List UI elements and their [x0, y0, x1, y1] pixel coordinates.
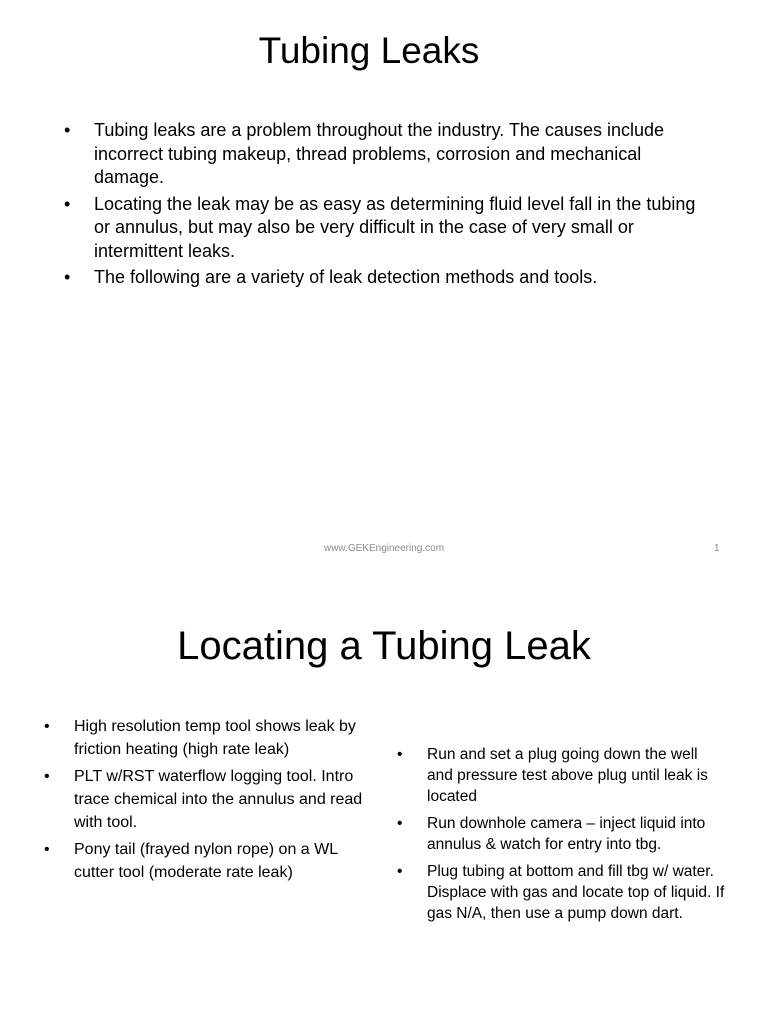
bullet-list — [64, 119, 704, 293]
slide-2 — [0, 560, 768, 1024]
list-item-text: Run downhole camera – inject liquid into annulus & watch for entry into tbg. — [427, 815, 706, 853]
bullet-icon: • — [64, 193, 71, 214]
list-item-text: The following are a variety of leak detection methods and tools. — [94, 267, 598, 287]
list-item — [397, 861, 727, 924]
list-item-text: PLT w/RST waterflow logging tool. Intro trace chemical into the annulus and read with tool. — [74, 768, 363, 831]
list-item — [44, 838, 374, 884]
list-item — [44, 715, 374, 761]
left-bullet-list — [44, 715, 374, 888]
list-item — [64, 193, 704, 264]
list-item — [397, 744, 727, 807]
list-item — [44, 765, 374, 834]
list-item-text: Run and set a plug going down the well and pressure test above plug until leak is located — [427, 746, 708, 805]
list-item — [397, 813, 727, 855]
list-item — [64, 119, 704, 190]
list-item-text: Pony tail (frayed nylon rope) on a WL cutter tool (moderate rate leak) — [74, 841, 338, 881]
bullet-icon: • — [64, 120, 71, 140]
bullet-icon: • — [397, 746, 403, 763]
slide-title: Tubing Leaks — [258, 30, 480, 71]
list-item-text: Locating the leak may be as easy as determining fluid level fall in the tubing or annulus, but may also be very difficult in the case of very small or intermittent leaks. — [94, 193, 696, 261]
slide-title: Locating a Tubing Leak — [177, 624, 591, 668]
bullet-icon: • — [397, 863, 403, 880]
bullet-icon: • — [44, 718, 50, 735]
page-number: 1 — [714, 543, 720, 554]
bullet-icon: • — [44, 768, 50, 785]
bullet-icon: • — [397, 815, 403, 832]
list-item — [64, 266, 704, 290]
bullet-icon: • — [44, 841, 50, 858]
list-item-text: High resolution temp tool shows leak by friction heating (high rate leak) — [74, 718, 356, 758]
bullet-icon: • — [64, 267, 71, 287]
right-bullet-list — [397, 744, 727, 930]
footer-url: www.GEKEngineering.com — [323, 543, 445, 554]
list-item-text: Plug tubing at bottom and fill tbg w/ water. Displace with gas and locate top of liquid. If gas N/A, then use a pump down dart. — [427, 863, 725, 922]
list-item-text: Tubing leaks are a problem throughout the industry. The causes include incorrect tubing makeup, thread problems, corrosion and mechanical damage. — [94, 120, 665, 187]
